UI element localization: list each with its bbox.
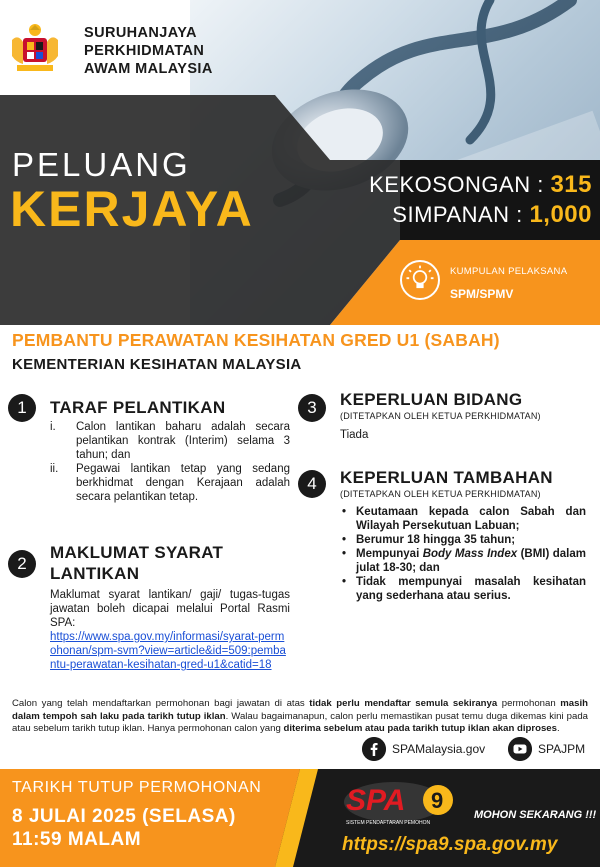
spa9-logo-text: SPA xyxy=(346,784,406,817)
youtube-handle: SPAJPM xyxy=(538,742,586,756)
list-item xyxy=(50,420,290,462)
apply-now-cta: MOHON SEKARANG !!! xyxy=(474,809,597,821)
application-notice xyxy=(12,698,588,736)
kumpulan-pelaksana xyxy=(400,258,600,316)
kekosongan-value: 315 xyxy=(550,171,592,198)
hero-title-big: KERJAYA xyxy=(10,181,254,237)
kumpulan-value: SPM/SPMV xyxy=(450,287,514,301)
notice-part-2: permohonan xyxy=(497,698,561,709)
section-2-title-line-1: MAKLUMAT SYARAT xyxy=(50,543,224,562)
section-1-list xyxy=(50,420,290,504)
closing-date: 8 JULAI 2025 (SELASA) xyxy=(12,806,236,827)
list-text-em: Body Mass Index xyxy=(422,548,518,560)
section-3-text: Tiada xyxy=(340,429,369,441)
simpanan-label: SIMPANAN : xyxy=(392,202,523,227)
list-marker: i. xyxy=(50,421,56,433)
list-text: Keutamaan kepada calon Sabah dan Wilayah Persekutuan Labuan; xyxy=(356,506,586,532)
section-2-text: Maklumat syarat lantikan/ gaji/ tugas-tugas jawatan boleh dicapai melalui Portal Rasmi SPA: xyxy=(50,589,290,629)
list-text: Berumur 18 hingga 35 tahun; xyxy=(356,534,516,546)
vacancy-counts xyxy=(369,170,592,230)
organization-name xyxy=(84,24,213,78)
notice-part-3: . Walau bagaimanapun, calon perlu memastikan pusat temu duga dikemas kini pada atau sebelum tarikh tutup iklan. Hanya permohonan calon yang xyxy=(12,710,588,734)
list-text-post: (BMI) dalam julat 18-30; dan xyxy=(356,548,586,574)
section-4-title: KEPERLUAN TAMBAHAN xyxy=(340,468,553,487)
malaysia-coat-of-arms-icon xyxy=(8,22,62,74)
list-text-pre: Mempunyai xyxy=(356,548,423,560)
list-text: Calon lantikan baharu adalah secara pelantikan kontrak (Interim) selama 3 tahun; dan xyxy=(76,421,290,461)
bullet-marker: • xyxy=(342,548,347,560)
section-2-title-line-2: LANTIKAN xyxy=(50,564,140,583)
list-item xyxy=(340,547,586,575)
list-item xyxy=(340,505,586,533)
section-2-title xyxy=(50,542,223,584)
bullet-marker: • xyxy=(342,534,347,546)
section-3-subtitle: (DITETAPKAN OLEH KETUA PERKHIDMATAN) xyxy=(340,411,541,421)
lightbulb-icon xyxy=(400,260,440,300)
section-4-list xyxy=(340,505,586,603)
spa9-logo-number: 9 xyxy=(431,788,444,813)
closing-time: 11:59 MALAM xyxy=(12,829,142,850)
list-text: Tidak mempunyai masalah kesihatan yang sederhana atau serius. xyxy=(356,576,586,602)
section-4-subtitle: (DITETAPKAN OLEH KETUA PERKHIDMATAN) xyxy=(340,489,541,499)
notice-part-4: . xyxy=(556,723,560,734)
org-line-2: PERKHIDMATAN xyxy=(84,43,205,59)
ministry-name: KEMENTERIAN KESIHATAN MALAYSIA xyxy=(12,356,302,373)
kekosongan-label: KEKOSONGAN : xyxy=(369,172,544,197)
section-2-number: 2 xyxy=(8,550,36,578)
spa9-logo xyxy=(342,778,466,830)
notice-bold-2: masih dalam tempoh sah laku pada tarikh tutup iklan xyxy=(12,698,588,722)
youtube-icon xyxy=(508,737,532,761)
hero-banner xyxy=(0,0,600,325)
simpanan-value: 1,000 xyxy=(529,201,592,228)
section-3-title: KEPERLUAN BIDANG xyxy=(340,390,523,409)
post-title: PEMBANTU PERAWATAN KESIHATAN GRED U1 (SABAH) xyxy=(12,330,500,350)
section-1-number: 1 xyxy=(8,394,36,422)
section-1-title: TARAF PELANTIKAN xyxy=(50,398,226,417)
bullet-marker: • xyxy=(342,506,347,518)
closing-date-label: TARIKH TUTUP PERMOHONAN xyxy=(12,779,262,796)
list-marker: ii. xyxy=(50,463,59,475)
facebook-icon xyxy=(362,737,386,761)
section-2-body xyxy=(50,588,290,672)
section-3-number: 3 xyxy=(298,394,326,422)
bullet-marker: • xyxy=(342,576,347,588)
facebook-handle: SPAMalaysia.gov xyxy=(392,742,486,756)
notice-bold-3: diterima sebelum atau pada tarikh tutup iklan akan diproses xyxy=(283,723,557,734)
list-item xyxy=(340,533,586,547)
org-line-1: SURUHANJAYA xyxy=(84,25,197,41)
list-item xyxy=(50,462,290,504)
section-4-number: 4 xyxy=(298,470,326,498)
org-line-3: AWAM MALAYSIA xyxy=(84,61,213,77)
portal-link[interactable]: https://www.spa.gov.my/informasi/syarat-permohonan/spm-svm?view=article&id=509:pembantu-perawatan-kesihatan-gred-u1&catid=18 xyxy=(50,631,286,671)
hero-title-small: PELUANG xyxy=(12,146,191,183)
list-text: Pegawai lantikan tetap yang sedang berkhidmat dengan Kerajaan adalah secara pelantikan tetap. xyxy=(76,463,290,503)
list-item xyxy=(340,575,586,603)
notice-bold-1: tidak perlu mendaftar semula sekiranya xyxy=(309,698,498,709)
spa9-logo-subtitle: SISTEM PENDAFTARAN PEMOHON xyxy=(346,820,431,826)
apply-url-link[interactable]: https://spa9.spa.gov.my xyxy=(342,834,558,855)
notice-part-1: Calon yang telah mendaftarkan permohonan bagi jawatan di atas xyxy=(12,698,310,709)
kumpulan-label: KUMPULAN PELAKSANA xyxy=(450,266,568,277)
